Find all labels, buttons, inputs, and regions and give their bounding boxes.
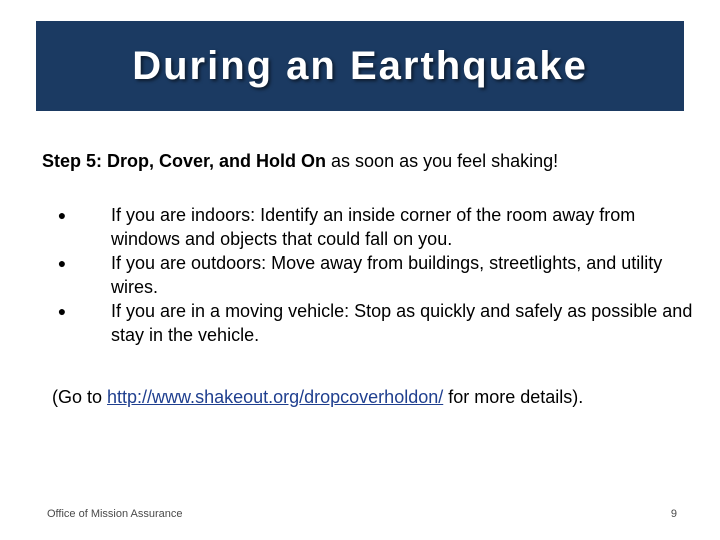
step-text: as soon as you feel shaking!	[326, 151, 559, 171]
bullet-icon: ●	[57, 255, 67, 271]
bullet-text-outdoors: If you are outdoors: Move away from buildings, streetlights, and utility wires.	[111, 253, 663, 297]
more-suffix: for more details).	[443, 387, 584, 407]
slide-title: During an Earthquake	[132, 43, 588, 88]
more-prefix: (Go to	[52, 387, 108, 407]
list-item	[56, 203, 696, 251]
shakeout-link[interactable]: http://www.shakeout.org/dropcoverholdon/	[107, 387, 444, 407]
page-number: 9	[670, 508, 677, 520]
list-item	[56, 299, 696, 347]
step-heading	[42, 150, 558, 172]
footer-org: Office of Mission Assurance	[47, 508, 183, 520]
bullet-text-vehicle: If you are in a moving vehicle: Stop as quickly and safely as possible and stay in the vehicle.	[111, 301, 693, 345]
list-item	[56, 251, 696, 299]
bullet-text-indoors: If you are indoors: Identify an inside corner of the room away from windows and objects that could fall on you.	[111, 205, 636, 249]
bullet-icon: ●	[57, 303, 67, 319]
bullet-list	[56, 203, 696, 347]
step-label: Step 5: Drop, Cover, and Hold On	[42, 151, 327, 171]
bullet-icon: ●	[57, 207, 67, 223]
more-details-line	[52, 385, 583, 409]
title-bar	[36, 21, 684, 111]
